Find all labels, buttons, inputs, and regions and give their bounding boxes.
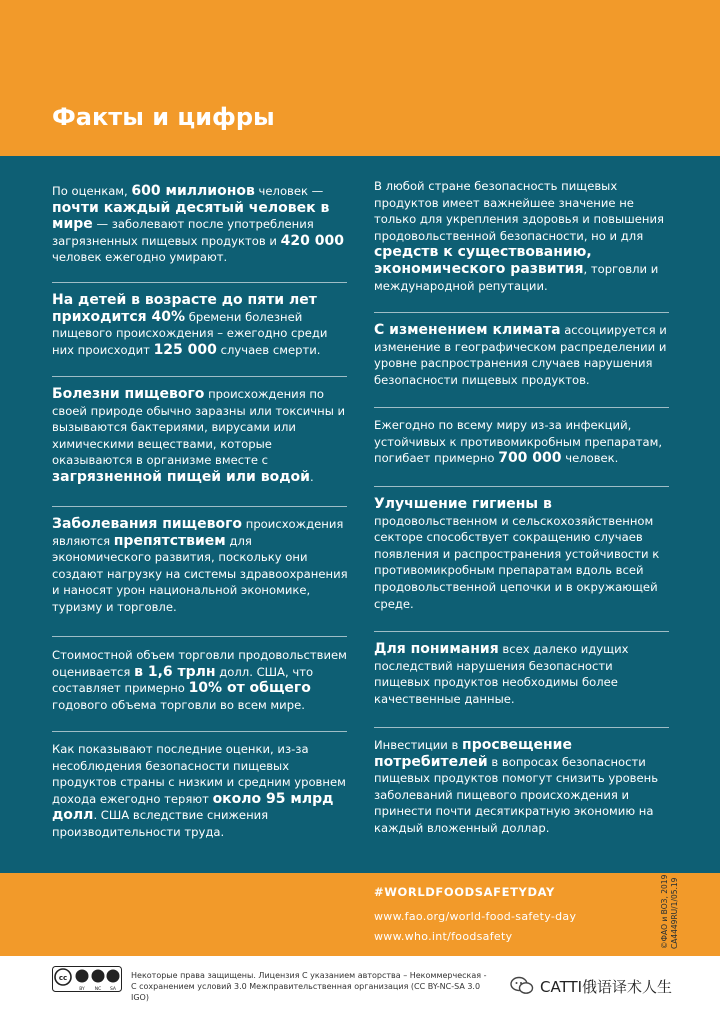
left-fact-5: Стоимостной объем торговли продовольствием оценивается в 1,6 трлн долл. США, что составляет примерно 10% от общего годового объема торговли во всем мире. xyxy=(52,648,347,712)
cc-license-icon xyxy=(52,966,122,992)
right-fact-2: С изменением климата ассоциируется и изменение в географическом распределении и уровне распространения случаев нарушения безопасности пищевых продуктов. xyxy=(374,322,667,387)
left-fact-2: На детей в возрасте до пяти лет приходится 40% бремени болезней пищевого происхождения – ежегодно среди них происходит 125 000 случаев смерти. xyxy=(52,292,328,358)
right-divider-1 xyxy=(374,312,669,313)
right-fact-5: Для понимания всех далеко идущих последствий нарушения безопасности пищевых продуктов необходимы более качественные данные. xyxy=(374,641,629,706)
right-fact-4: Улучшение гигиены в продовольственном и сельскохозяйственном секторе способствует сокращению случаев появления и распространения устойчивости к противомикробным препаратам вдоль всей продовольственной цепочки и в окружающей среде. xyxy=(374,496,660,611)
svg-text:NC: NC xyxy=(94,987,102,992)
right-divider-4 xyxy=(374,631,669,632)
right-fact-3: Ежегодно по всему миру из-за инфекций, устойчивых к противомикробным препаратам, погибает примерно 700 000 человек. xyxy=(374,418,663,467)
brand-text: CATTI俄语译术人生 xyxy=(540,977,673,996)
left-divider-2 xyxy=(52,376,347,377)
left-fact-3: Болезни пищевого происхождения по своей природе обычно заразны или токсичны и вызываются бактериями, вирусами или химическими веществами, которые оказываются в организме вместе с загрязненной пищей или водой. xyxy=(52,386,346,485)
left-fact-4: Заболевания пищевого происхождения являются препятствием для экономического развития, поскольку они создают нагрузку на системы здравоохранения и наносят урон национальной экономике, туризму и торговле. xyxy=(52,516,348,614)
right-fact-1: В любой стране безопасность пищевых продуктов имеет важнейшее значение не только для укрепления здоровья и повышения продовольственной безопасности, но и для средств к существованию, экономического развития, торговли и международной репутации. xyxy=(374,179,664,293)
license-text: Некоторые права защищены. Лицензия С указанием авторства – Некоммерческая - С сохранением условий 3.0 Межправительственная организация (CC BY-NC-SA 3.0 IGO) xyxy=(131,971,487,1002)
svg-text:BY: BY xyxy=(79,987,85,992)
footer-banner xyxy=(0,873,720,956)
copyright-vertical: ©ФАО и ВОЗ, 2019 CA4449RU/1/05.19 xyxy=(660,874,679,949)
left-divider-4 xyxy=(52,636,347,637)
right-divider-5 xyxy=(374,727,669,728)
svg-text:cc: cc xyxy=(58,974,68,982)
right-divider-2 xyxy=(374,407,669,408)
wechat-icon xyxy=(510,976,534,996)
fao-link[interactable]: www.fao.org/world-food-safety-day xyxy=(374,910,577,923)
hashtag: #WORLDFOODSAFETYDAY xyxy=(374,885,555,899)
right-fact-6: Инвестиции в просвещение потребителей в вопросах безопасности пищевых продуктов помогут снизить уровень заболеваний пищевого происхождения и принести почти десятикратную экономию на каждый вложенный доллар. xyxy=(374,737,659,835)
left-fact-1: По оценкам, 600 миллионов человек — почти каждый десятый человек в мире — заболевают после употребления загрязненных пищевых продуктов и 420 000 человек ежегодно умирают. xyxy=(52,183,344,265)
svg-text:SA: SA xyxy=(109,987,117,992)
brand-watermark xyxy=(510,974,672,998)
page-title: Факты и цифры xyxy=(52,103,275,131)
left-divider-1 xyxy=(52,282,347,283)
left-divider-3 xyxy=(52,506,347,507)
left-divider-5 xyxy=(52,731,347,732)
who-link[interactable]: www.who.int/foodsafety xyxy=(374,930,513,943)
header-banner xyxy=(0,0,720,156)
right-divider-3 xyxy=(374,486,669,487)
left-fact-6: Как показывают последние оценки, из-за несоблюдения безопасности пищевых продуктов страны с низким и средним уровнем дохода ежегодно теряют около 95 млрд долл. США вследствие снижения производительности труда. xyxy=(52,742,346,839)
license-bar xyxy=(0,956,720,1018)
facts-panel xyxy=(0,156,720,873)
